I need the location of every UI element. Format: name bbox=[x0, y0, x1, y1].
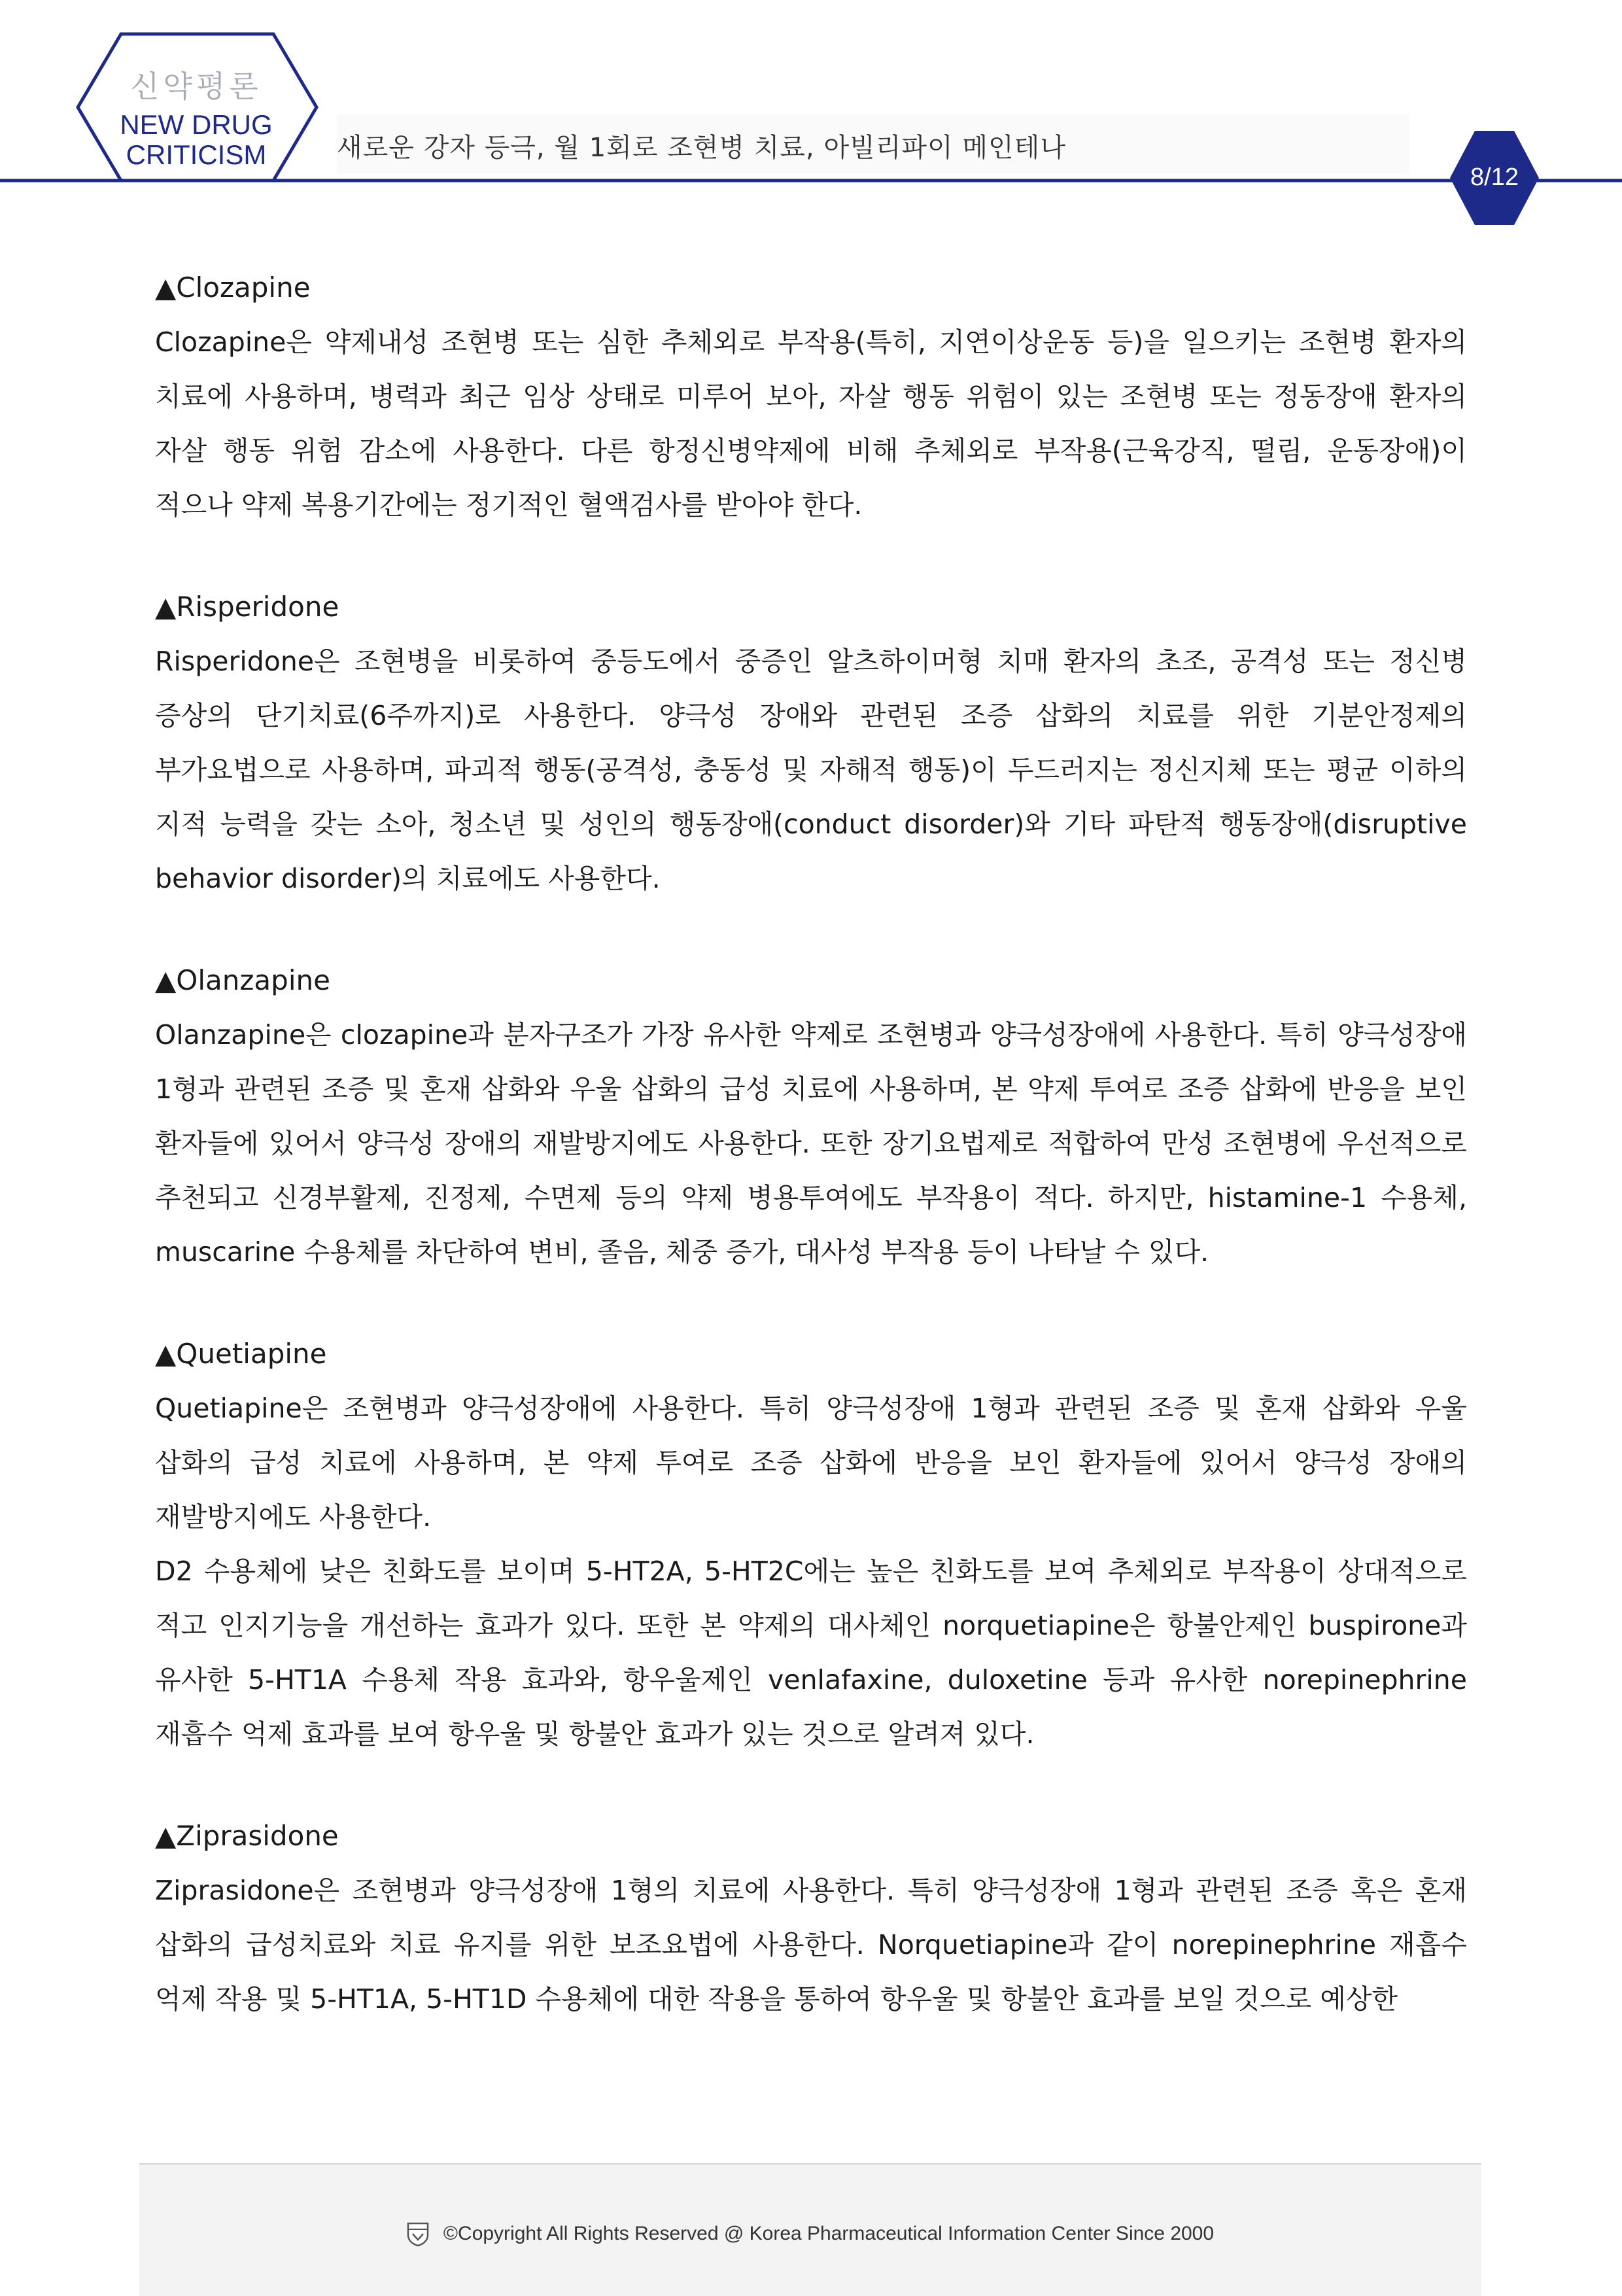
section-paragraph: Quetiapine은 조현병과 양극성장애에 사용한다. 특히 양극성장애 1형과 관련된 조증 및 혼재 삽화와 우울 삽화의 급성 치료에 사용하며, 본 약제 투여로 조증 삽화에 반응을 보인 환자들에 있어서 양극성 장애의 재발방지에도 사용한다. bbox=[155, 1393, 1467, 1533]
section-quetiapine bbox=[155, 1327, 1467, 1762]
logo-english bbox=[98, 110, 294, 170]
logo-english-line1: NEW DRUG bbox=[120, 109, 273, 140]
logo-english-line2: CRITICISM bbox=[126, 139, 267, 170]
section-heading: ▲Risperidone bbox=[155, 591, 339, 623]
section-ziprasidone bbox=[155, 1809, 1467, 2026]
page-footer bbox=[139, 2163, 1481, 2296]
section-paragraph: Clozapine은 약제내성 조현병 또는 심한 추체외로 부작용(특히, 지연이상운동 등)을 일으키는 조현병 환자의 치료에 사용하며, 병력과 최근 임상 상태로 미루어 보아, 자살 행동 위험이 있는 조현병 또는 정동장애 환자의 자살 행동 위험 감소에 사용한다. 다른 항정신병약제에 비해 추체외로 부작용(근육강직, 떨림, 운동장애)이 적으나 약제 복용기간에는 정기적인 혈액검사를 받아야 한다. bbox=[155, 326, 1467, 521]
shield-icon bbox=[407, 2222, 429, 2247]
section-paragraph: Risperidone은 조현병을 비롯하여 중등도에서 중증인 알츠하이머형 치매 환자의 초조, 공격성 또는 정신병 증상의 단기치료(6주까지)로 사용한다. 양극성 장애와 관련된 조증 삽화의 치료를 위한 기분안정제의 부가요법으로 사용하며, 파괴적 행동(공격성, 충동성 및 자해적 행동)이 두드러지는 정신지체 또는 평균 이하의 지적 능력을 갖는 소아, 청소년 및 성인의 행동장애(conduct disorder)와 기타 파탄적 행동장애(disruptive behavior disorder)의 치료에도 사용한다. bbox=[155, 646, 1467, 894]
section-heading: ▲Quetiapine bbox=[155, 1338, 327, 1370]
page-number: 8/12 bbox=[1470, 164, 1519, 191]
section-heading: ▲Clozapine bbox=[155, 271, 311, 304]
section-paragraph: Ziprasidone은 조현병과 양극성장애 1형의 치료에 사용한다. 특히 양극성장애 1형과 관련된 조증 혹은 혼재 삽화의 급성치료와 치료 유지를 위한 보조요법에 사용한다. Norquetiapine과 같이 norepinephrine 재흡수 억제 작용 및 5-HT1A, 5-HT1D 수용체에 대한 작용을 통하여 항우울 및 항불안 효과를 보일 것으로 예상한 bbox=[155, 1875, 1467, 2015]
section-paragraph: Olanzapine은 clozapine과 분자구조가 가장 유사한 약제로 조현병과 양극성장애에 사용한다. 특히 양극성장애 1형과 관련된 조증 및 혼재 삽화와 우울 삽화의 급성 치료에 사용하며, 본 약제 투여로 조증 삽화에 반응을 보인 환자들에 있어서 양극성 장애의 재발방지에도 사용한다. 또한 장기요법제로 적합하여 만성 조현병에 우선적으로 추천되고 신경부활제, 진정제, 수면제 등의 약제 병용투여에도 부작용이 적다. 하지만, histamine-1 수용체, muscarine 수용체를 차단하여 변비, 졸음, 체중 증가, 대사성 부작용 등이 나타날 수 있다. bbox=[155, 1019, 1467, 1268]
article-body bbox=[155, 260, 1467, 2074]
footer-row bbox=[139, 2222, 1481, 2247]
logo-korean: 신약평론 bbox=[130, 69, 262, 104]
article-title: 새로운 강자 등극, 월 1회로 조현병 치료, 아빌리파이 메인테나 bbox=[337, 133, 1066, 163]
section-risperidone bbox=[155, 580, 1467, 906]
section-heading: ▲Ziprasidone bbox=[155, 1820, 339, 1852]
section-heading: ▲Olanzapine bbox=[155, 964, 330, 996]
section-olanzapine bbox=[155, 953, 1467, 1279]
page-header bbox=[0, 0, 1622, 235]
section-paragraph: D2 수용체에 낮은 친화도를 보이며 5-HT2A, 5-HT2C에는 높은 친화도를 보여 추체외로 부작용이 상대적으로 적고 인지기능을 개선하는 효과가 있다. 또한 본 약제의 대사체인 norquetiapine은 항불안제인 buspirone과 유사한 5-HT1A 수용체 작용 효과와, 항우울제인 venlafaxine, duloxetine 등과 유사한 norepinephrine 재흡수 억제 효과를 보여 항우울 및 항불안 효과가 있는 것으로 알려져 있다. bbox=[155, 1556, 1467, 1750]
section-clozapine bbox=[155, 260, 1467, 532]
copyright-text: ©Copyright All Rights Reserved @ Korea Pharmaceutical Information Center Since 2000 bbox=[443, 2222, 1215, 2244]
